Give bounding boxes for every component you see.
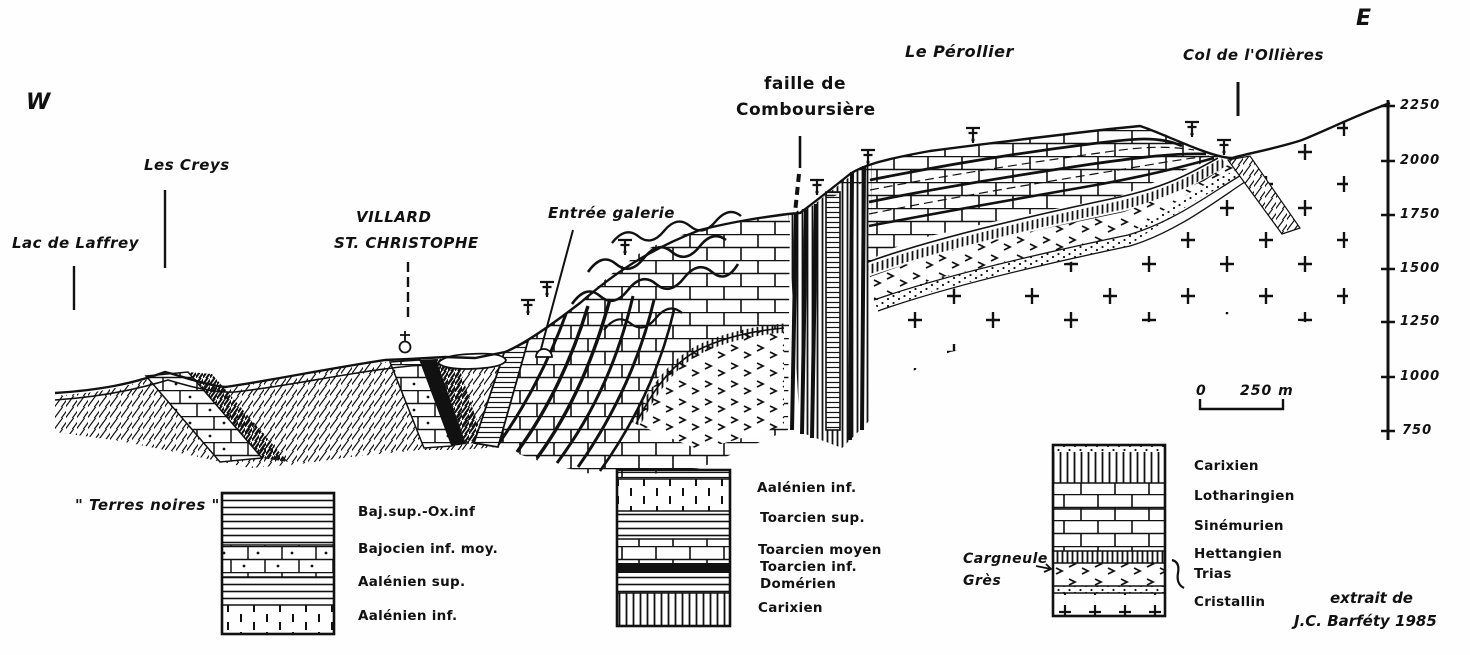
legend-item: Baj.sup.-Ox.inf: [358, 504, 476, 520]
distance-scale-bar: [1200, 399, 1283, 409]
label-faille-line2: Comboursière: [736, 100, 876, 120]
legend-column-lias: [617, 470, 730, 626]
label-entree-galerie: Entrée galerie: [548, 204, 675, 222]
orientation-east: E: [1356, 6, 1372, 31]
legend-item: Bajocien inf. moy.: [358, 541, 499, 557]
legend-item: Aalénien inf.: [358, 608, 458, 624]
label-le-perollier: Le Pérollier: [905, 42, 1014, 61]
scalebar-max: 250 m: [1240, 383, 1294, 399]
legend-item: Carixien: [758, 600, 823, 616]
mine-icon: [1185, 122, 1199, 137]
west-lowlands-strata: [55, 356, 505, 468]
mine-icon: [618, 240, 632, 255]
fault-zone-comboursiere: [788, 164, 872, 448]
mine-icon: [810, 180, 824, 195]
elevation-scale: [1381, 100, 1395, 440]
elevation-tick-2250: 2250: [1400, 98, 1441, 113]
legend-item: Aalénien inf.: [757, 480, 857, 496]
legend-item: Lotharingien: [1194, 488, 1295, 504]
legend-item: Toarcien sup.: [760, 510, 865, 526]
church-icon: [400, 331, 411, 353]
scalebar-zero: 0: [1196, 383, 1207, 399]
mine-icon: [1217, 140, 1231, 155]
legend-item: Hettangien: [1194, 546, 1283, 562]
legend-item: Toarcien moyen: [758, 542, 882, 558]
legend-item: Carixien: [1194, 458, 1259, 474]
credit-line1: extrait de: [1330, 589, 1413, 607]
legend-item: Trias: [1194, 566, 1232, 582]
elevation-tick-1750: 1750: [1400, 207, 1441, 222]
label-villard-line2: ST. CHRISTOPHE: [334, 234, 479, 252]
annotation-cargneule: Cargneule: [963, 551, 1048, 567]
credit-line2: J.C. Barféty 1985: [1294, 612, 1437, 630]
legend-column-terres-noires: [222, 493, 334, 634]
label-faille-line1: faille de: [764, 74, 846, 94]
legend-item: Aalénien sup.: [358, 574, 466, 590]
elevation-tick-750: 750: [1402, 423, 1433, 438]
legend-item: Toarcien inf.: [760, 559, 857, 575]
legend-column-basement: [1036, 445, 1184, 616]
legend-item: Sinémurien: [1194, 518, 1284, 534]
legend-item: Cristallin: [1194, 594, 1266, 610]
legend-item: Domérien: [760, 576, 837, 592]
annotation-gres: Grès: [963, 573, 1002, 589]
label-les-creys: Les Creys: [144, 156, 230, 174]
mine-icon: [521, 300, 535, 315]
tunnel-entrance-icon: [536, 349, 552, 357]
legend-terres-noires-label: " Terres noires ": [75, 496, 220, 514]
elevation-tick-1250: 1250: [1400, 314, 1441, 329]
elevation-tick-2000: 2000: [1400, 153, 1441, 168]
elevation-tick-1000: 1000: [1400, 369, 1441, 384]
trias-bracket: [1172, 560, 1184, 588]
mine-icon: [966, 128, 980, 143]
label-villard-line1: VILLARD: [356, 208, 432, 226]
mine-icon: [540, 282, 554, 297]
central-folded-limestone: [438, 212, 790, 479]
orientation-west: W: [26, 90, 51, 115]
elevation-tick-1500: 1500: [1400, 261, 1441, 276]
label-lac-de-laffrey: Lac de Laffrey: [12, 234, 140, 252]
label-col-ollieres: Col de l'Ollières: [1183, 46, 1324, 64]
